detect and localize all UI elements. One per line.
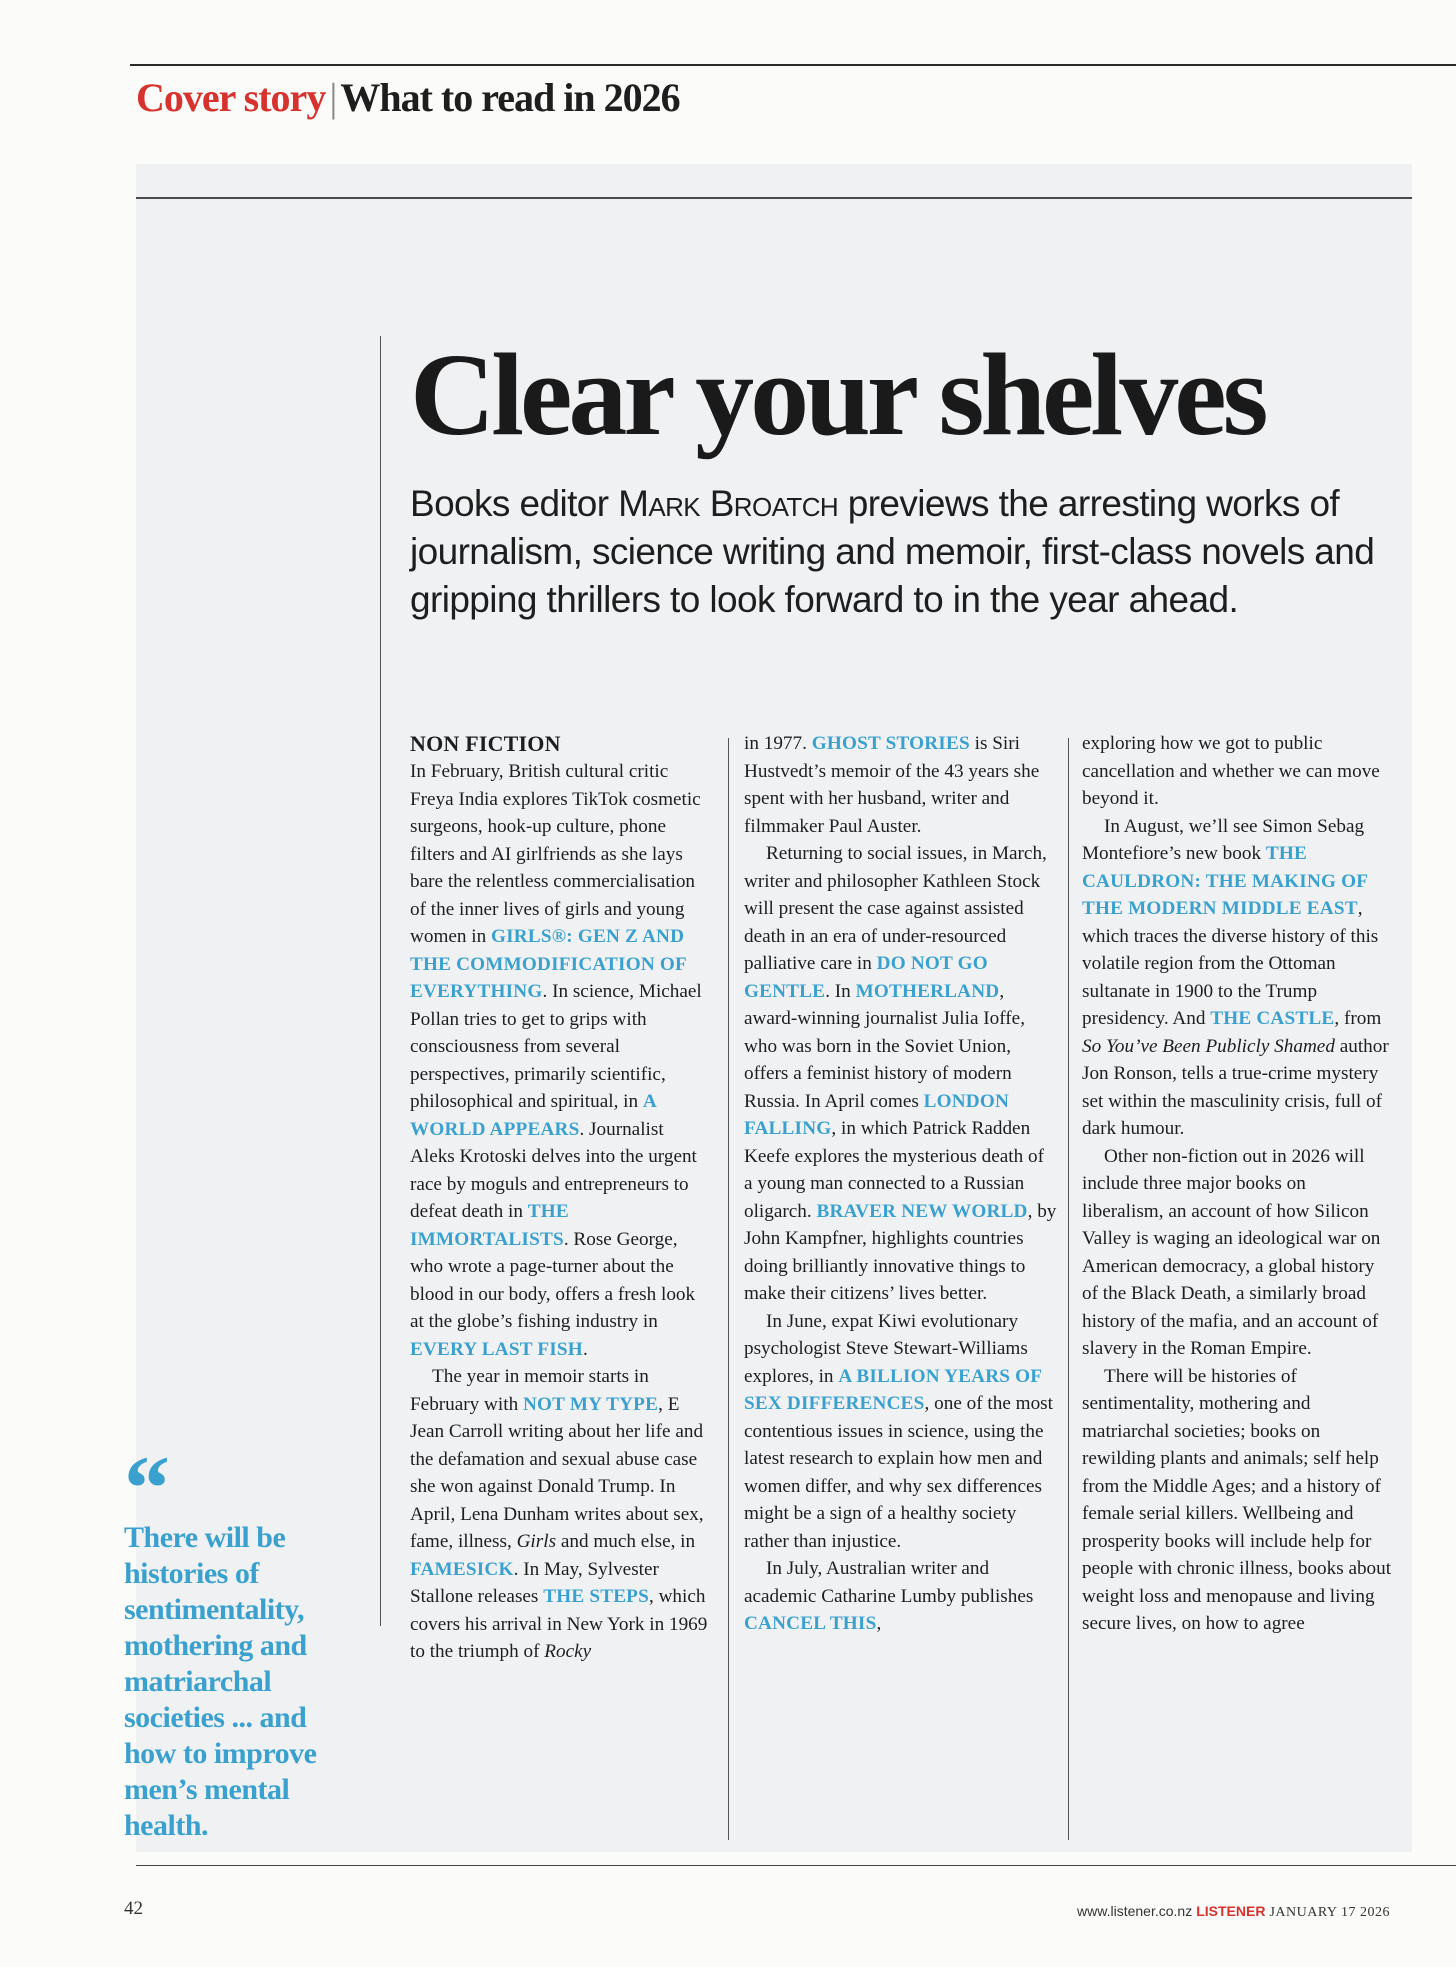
paragraph: There will be histories of sentimentality, mothering and matriarchal societies; books on rewilding plants and animals; self help from the Middle Ages; and a history of female serial killers. Wellbeing and prosperity books will include help for people with chronic illness, books about weight loss and menopause and living secure lives, on how to agree [1082,1365,1392,1634]
footer-date: JANUARY 17 2026 [1269,1905,1390,1920]
body-text: , one of the most contentious issues in science, using the latest research to explain how men and women differ, and why sex differences might be a sign of a healthy society rather than injustice. [744,1393,1053,1552]
section-header [136,72,680,124]
page-footer [1077,1903,1390,1921]
footer-brand: LISTENER [1196,1903,1266,1919]
body-text: . In May, Sylvester Stallone releases [410,1558,659,1607]
paragraph: Other non-fiction out in 2026 will include three major books on liberalism, an account of how Silicon Valley is waging an ideological war on American democracy, a global history of the Black Death, a similarly broad history of the mafia, and an account of slavery in the Roman Empire. [1082,1145,1381,1359]
paragraph [410,758,710,1363]
column-1 [410,730,710,1666]
paragraph [744,1308,1057,1556]
paragraph [744,1555,1057,1638]
body-text: , which covers his arrival in New York in 1969 to the triumph of [410,1586,708,1662]
paragraph [744,730,1057,840]
body-text: , by John Kampfner, highlights countries doing brilliantly innovative things to make their citizens’ lives better. [744,1200,1057,1304]
book-title: EVERY LAST FISH [410,1338,583,1360]
book-title: MOTHERLAND [855,980,1000,1002]
bottom-rule [136,1865,1456,1866]
top-rule [130,64,1456,66]
column-3 [1082,730,1392,1638]
pull-quote [124,1437,354,1844]
book-title: THE CAULDRON: THE MAKING OF THE MODERN MIDDLE EAST [1082,843,1368,919]
column-rule-1 [728,738,729,1840]
book-title: GIRLS®: GEN Z AND THE COMMODIFICATION OF EVERYTHING [410,926,687,1002]
book-title: CANCEL THIS [744,1613,877,1634]
body-text: . Journalist Aleks Krotoski delves into the urgent race by moguls and entrepreneurs to defeat death in [410,1118,697,1222]
paragraph: exploring how we got to public cancellation and whether we can move beyond it. [1082,733,1380,809]
italic-title: So You’ve Been Publicly Shamed [1082,1035,1335,1057]
standfirst-text: previews the arresting works of journalism, science writing and memoir, first-class novels and gripping thrillers to look forward to in the year ahead. [410,483,1375,620]
body-text: is Siri Hustvedt’s memoir of the 43 years she spent with her husband, writer and filmmaker Paul Auster. [744,733,1040,837]
book-title: THE CASTLE [1210,1008,1335,1029]
italic-title: Girls [516,1531,557,1552]
body-text: , E Jean Carroll writing about her life and the defamation and sexual abuse case she won against Donald Trump. In April, Lena Dunham writes about sex, fame, illness, [410,1393,704,1552]
pull-quote-text: There will be histories of sentimentality, mothering and matriarchal societies ... and how to improve men’s mental health. [124,1521,317,1842]
body-text: , [876,1613,882,1634]
standfirst-lead: Books editor [410,483,619,524]
body-text: , award-winning journalist Julia Ioffe, who was born in the Soviet Union, offers a feminist history of modern Russia. In April comes [744,980,1025,1112]
column-2 [744,730,1057,1638]
footer-url: www.listener.co.nz [1077,1903,1193,1919]
body-text: and much else, in [556,1531,696,1552]
book-title: DO NOT GO GENTLE [744,953,988,1002]
body-text: In February, British cultural critic Freya India explores TikTok cosmetic surgeons, hook-up culture, phone filters and AI girlfriends as she lays bare the relentless commercialisation of the inner lives of girls and young women in [410,761,701,947]
body-text: , from [1334,1008,1382,1029]
body-text: , in which Patrick Radden Keefe explores the mysterious death of a young man connected to a Russian oligarch. [744,1118,1044,1222]
italic-title: Rocky [544,1641,592,1662]
book-title: GHOST STORIES [811,733,970,754]
headline: Clear your shelves [410,329,1265,460]
column-rule-2 [1068,738,1069,1840]
body-text: In July, Australian writer and academic Catharine Lumby publishes [744,1558,1034,1607]
book-title: NOT MY TYPE [522,1393,659,1415]
standfirst [410,480,1400,624]
paragraph [410,1363,710,1666]
byline: Mark Broatch [618,483,839,524]
body-text: , which traces the diverse history of this volatile region from the Ottoman sultanate in 1900 to the Trump presidency. And [1082,898,1379,1029]
book-title: A BILLION YEARS OF SEX DIFFERENCES [744,1365,1042,1414]
body-text: in 1977. [744,733,812,754]
section-label: Cover story [136,75,326,120]
body-text: . Rose George, who wrote a page-turner about the blood in our body, offers a fresh look at the globe’s fishing industry in [410,1228,696,1332]
page-number: 42 [124,1898,143,1919]
body-text: In June, expat Kiwi evolutionary psychologist Steve Stewart-Williams explores, in [744,1310,1028,1387]
book-title: A WORLD APPEARS [410,1091,656,1140]
body-text: . In [825,980,856,1002]
body-text: . [582,1338,588,1360]
body-text: Returning to social issues, in March, writer and philosopher Kathleen Stock will present the case against assisted death in an era of under-resourced palliative care in [744,843,1047,974]
body-text: In August, we’ll see Simon Sebag Montefiore’s new book [1082,815,1365,864]
body-text: author Jon Ronson, tells a true-crime mystery set within the masculinity crisis, full of dark humour. [1082,1035,1389,1139]
book-title: FAMESICK [410,1558,514,1580]
topic-label: What to read in 2026 [340,75,680,120]
paragraph [1082,813,1392,1143]
book-title: THE IMMORTALISTS [410,1201,569,1250]
book-title: THE STEPS [543,1586,649,1607]
headline-rule [380,336,381,1626]
book-title: LONDON FALLING [744,1090,1010,1139]
paragraph [744,840,1057,1308]
panel-rule [136,197,1412,199]
book-title: BRAVER NEW WORLD [816,1200,1028,1222]
body-text: The year in memoir starts in February with [410,1366,649,1415]
header-separator: | [329,75,337,120]
body-text: . In science, Michael Pollan tries to get to grips with consciousness from several perspectives, primarily scientific, philosophical and spiritual, in [410,981,702,1112]
quote-mark-icon: “ [124,1437,170,1539]
section-heading: NON FICTION [410,731,561,756]
